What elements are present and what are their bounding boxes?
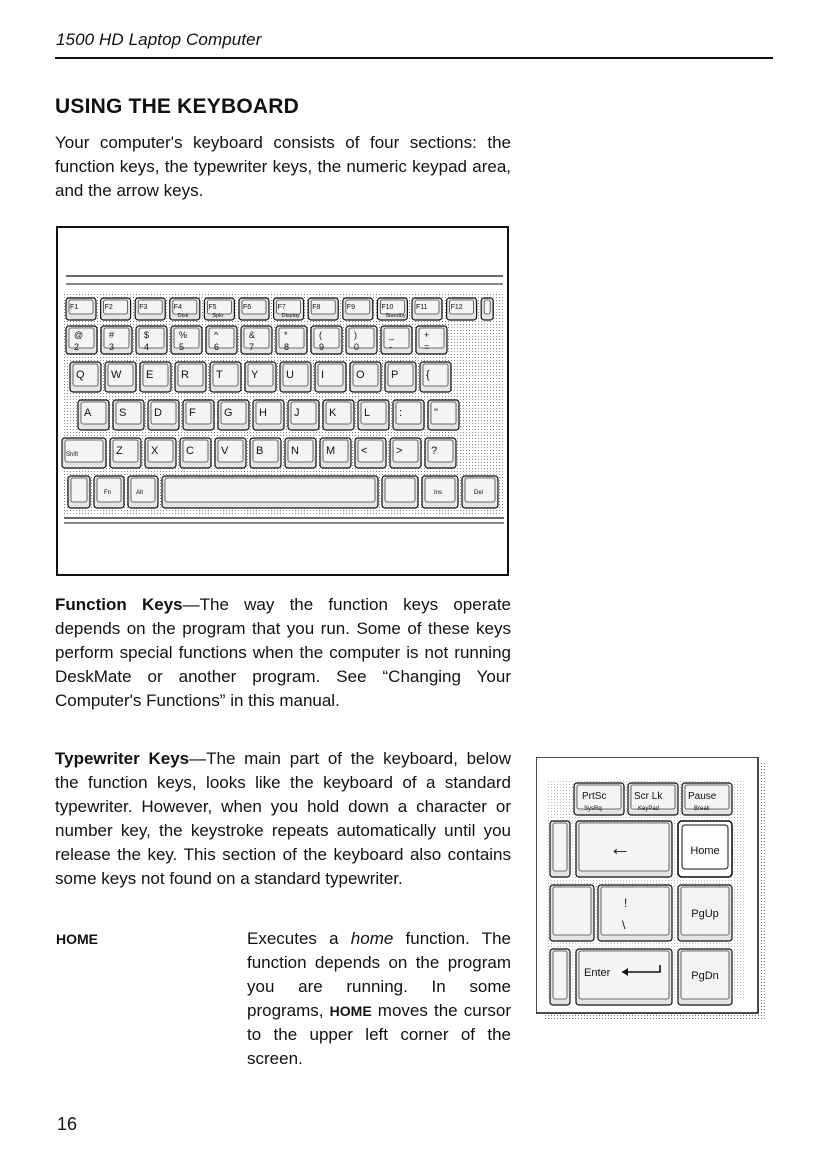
number-key-bottom: = <box>424 342 430 352</box>
function-key-label: F3 <box>139 304 148 311</box>
function-key-label: F12 <box>450 304 463 311</box>
scrlk-label: Scr Lk <box>634 791 663 802</box>
number-key-bottom: 2 <box>74 342 80 352</box>
bottom-row-key-label: C <box>186 445 194 457</box>
home-row-key-label: " <box>434 407 438 419</box>
function-key-sublabel: Display <box>281 313 300 319</box>
home-row-key-label: D <box>154 407 162 419</box>
number-key-bottom: 9 <box>319 342 325 352</box>
pause-label: Pause <box>688 791 717 802</box>
number-key-top: & <box>249 330 256 340</box>
function-key-label: F2 <box>104 304 113 311</box>
typewriter-keys-text: —The main part of the keyboard, below the function keys, looks like the keyboard of a standard typewriter. However, when you hold down a character or number key, the keystroke repeats automatically until you release the key. This section of the keyboard also contains some keys not found on a standard typewriter. <box>55 749 511 888</box>
letter-key-label: O <box>356 369 365 381</box>
alt-key-label: Alt <box>136 490 144 496</box>
del-key-label: Del <box>474 490 484 496</box>
function-key-label: F8 <box>312 304 321 311</box>
number-key-top: _ <box>389 330 395 340</box>
shift-key-label: Shift <box>66 452 79 458</box>
break-label: Break <box>694 806 710 812</box>
number-key-bottom: 5 <box>179 342 185 352</box>
home-row-key-label: J <box>294 407 300 419</box>
function-keys-text: —The way the function keys operate depends on the program that you run. Some of these keys perform special functions when the computer is not running DeskMate or another program. See “Changing Your Computer's Functions” in this manual. <box>55 595 511 710</box>
home-desc-italic: home <box>350 929 394 948</box>
header-rule <box>55 57 773 59</box>
function-key-label: F4 <box>173 304 182 311</box>
function-key-sublabel: Standby <box>385 313 406 319</box>
home-desc-part3: moves the cursor to the upper left corner of the screen. <box>247 1001 512 1068</box>
home-row-key-label: A <box>84 407 92 419</box>
number-key-bottom: 6 <box>214 342 220 352</box>
number-key-top: * <box>284 330 288 340</box>
home-key-description <box>247 927 511 1071</box>
home-desc-part1: Executes a <box>247 929 351 948</box>
bottom-row-key-label: > <box>396 445 403 457</box>
home-desc-term: HOME <box>329 1003 372 1019</box>
letter-key-label: R <box>181 369 189 381</box>
home-row-key-label: H <box>259 407 267 419</box>
ins-key-label: Ins <box>434 490 443 496</box>
enter-key-label: Enter <box>584 967 611 979</box>
pipe-key-top-label: ! <box>624 896 628 910</box>
fn-key-label: Fn <box>104 490 112 496</box>
number-key-top: ^ <box>214 330 219 340</box>
section-title: USING THE KEYBOARD <box>55 95 299 118</box>
number-key-top: $ <box>144 330 150 340</box>
pipe-key-bottom-label: \ <box>622 918 626 932</box>
bottom-row-key-label: B <box>256 445 264 457</box>
home-row-key-label: F <box>189 407 196 419</box>
sysrq-label: SysRq <box>584 806 602 812</box>
number-key-top: % <box>179 330 188 340</box>
pgdn-key-label: PgDn <box>691 970 719 982</box>
typewriter-keys-term: Typewriter Keys <box>55 749 190 768</box>
home-row-key-label: S <box>119 407 127 419</box>
function-key-sublabel: Spkr <box>212 313 224 319</box>
number-key-top: # <box>109 330 115 340</box>
function-key-label: F7 <box>277 304 286 311</box>
navigation-keys-figure <box>536 757 774 1025</box>
function-key-label: F5 <box>208 304 217 311</box>
home-key-label: Home <box>690 845 720 857</box>
number-key-top: @ <box>74 330 84 340</box>
bottom-row-key-label: < <box>361 445 368 457</box>
bottom-row-key-label: Z <box>116 445 123 457</box>
keyboard-figure <box>56 226 509 576</box>
backspace-arrow-icon: ← <box>609 835 631 860</box>
letter-key-label: U <box>286 369 294 381</box>
number-key-top: + <box>424 330 430 340</box>
function-key-label: F11 <box>416 304 428 311</box>
letter-key-label: Y <box>251 369 259 381</box>
number-key-top: ) <box>354 330 357 340</box>
function-key-sublabel: Disk <box>177 313 189 319</box>
home-desc-part2: function. The function depends on the program you are running. In some programs, <box>247 929 511 1020</box>
pgup-key-label: PgUp <box>691 908 719 920</box>
bottom-row-key-label: M <box>326 445 336 457</box>
home-row-key-label: L <box>364 407 371 419</box>
number-key-bottom: 4 <box>144 342 150 352</box>
number-key-top: ( <box>319 330 322 340</box>
function-key-label: F1 <box>70 304 79 311</box>
letter-key-label: T <box>216 369 223 381</box>
bottom-row-key-label: ? <box>431 445 438 457</box>
keyboard-illustration <box>58 228 507 574</box>
navigation-keys-illustration <box>536 757 774 1025</box>
function-key-label: F6 <box>243 304 252 311</box>
letter-key-label: W <box>111 369 122 381</box>
letter-key-label: P <box>391 369 399 381</box>
function-keys-paragraph <box>55 593 511 713</box>
bottom-row-key-label: V <box>221 445 229 457</box>
letter-key-label: Q <box>76 369 85 381</box>
typewriter-keys-paragraph <box>55 747 511 891</box>
home-row-key-label: : <box>399 407 403 419</box>
keypad-label: KeyPad <box>638 806 660 812</box>
page-number: 16 <box>57 1114 78 1134</box>
number-key-bottom: 8 <box>284 342 290 352</box>
number-key-bottom: 3 <box>109 342 115 352</box>
home-row-key-label: K <box>329 407 337 419</box>
letter-key-label: I <box>321 369 325 381</box>
letter-key-label: { <box>426 369 430 381</box>
function-keys-term: Function Keys <box>55 595 183 614</box>
function-key-label: F10 <box>381 304 394 311</box>
home-row-key-label: G <box>224 407 233 419</box>
prtsc-label: PrtSc <box>582 791 607 802</box>
home-key-term: HOME <box>56 931 98 947</box>
number-key-bottom: 7 <box>249 342 255 352</box>
bottom-row-key-label: N <box>291 445 299 457</box>
number-key-bottom: 0 <box>354 342 360 352</box>
function-key-label: F9 <box>346 304 355 311</box>
running-header-title: 1500 HD Laptop Computer <box>56 30 262 49</box>
bottom-row-key-label: X <box>151 445 159 457</box>
number-key-bottom: - <box>389 342 392 352</box>
intro-paragraph: Your computer's keyboard consists of four sections: the function keys, the typewriter keys, the numeric keypad area, and the arrow keys. <box>55 133 511 200</box>
letter-key-label: E <box>146 369 154 381</box>
